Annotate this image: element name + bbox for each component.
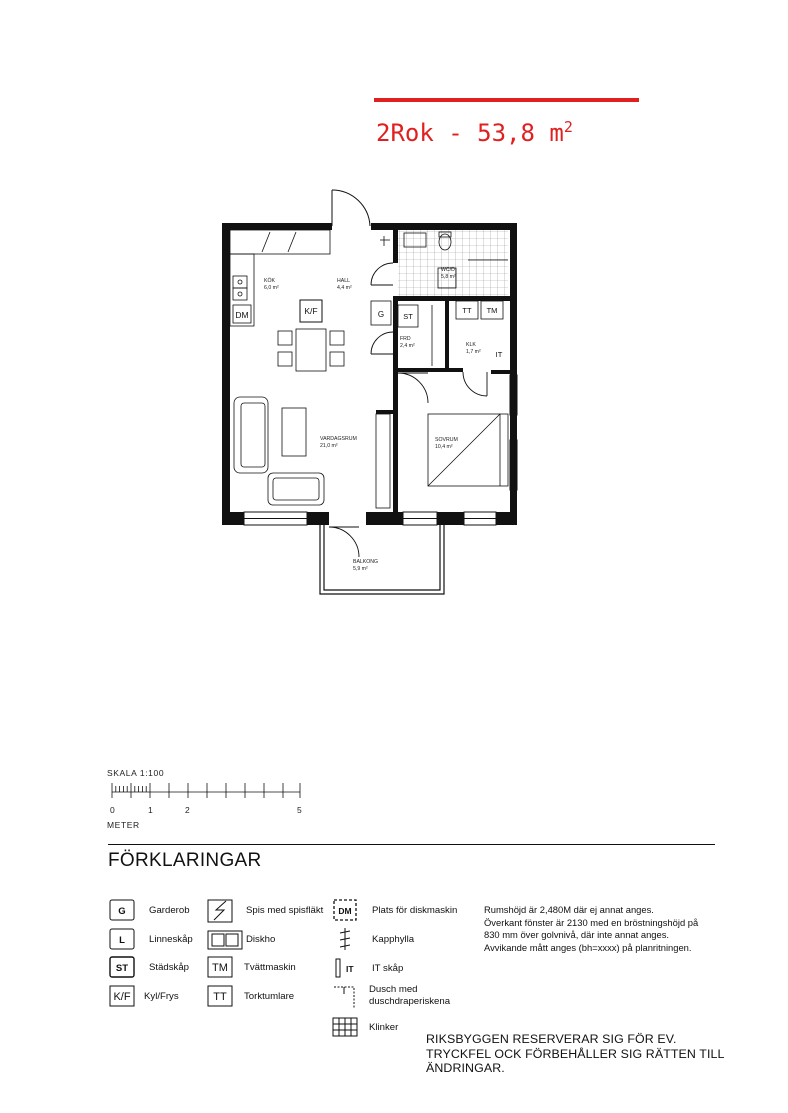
legend-kf-symbol: K/F bbox=[113, 991, 131, 1003]
room-klk-area: 1,7 m² bbox=[466, 349, 481, 355]
g-symbol: G bbox=[377, 310, 385, 319]
room-frd-area: 2,4 m² bbox=[400, 343, 415, 349]
room-balkong-name: BALKONG bbox=[353, 559, 379, 565]
scale-tick-1: 1 bbox=[148, 805, 154, 815]
legend-g-symbol: G bbox=[118, 906, 126, 917]
it-skap-icon bbox=[336, 959, 340, 977]
disko-icon bbox=[208, 931, 242, 949]
note-deviating: Avvikande mått anges (bh=xxxx) på planritningen. bbox=[484, 941, 692, 953]
legend-tt-symbol: TT bbox=[213, 991, 227, 1003]
it-symbol: IT bbox=[495, 350, 503, 359]
legend-title: FÖRKLARINGAR bbox=[108, 850, 262, 871]
room-hall-area: 4,4 m² bbox=[337, 285, 352, 291]
scale-label: SKALA 1:100 bbox=[107, 768, 165, 778]
dm-symbol: DM bbox=[235, 310, 249, 320]
room-vardagsrum-name: VARDAGSRUM bbox=[320, 436, 357, 442]
notes bbox=[484, 904, 714, 954]
disclaimer: RIKSBYGGEN RESERVERAR SIG FÖR EV. TRYCKFEL OCK FÖRBEHÅLLER SIG RÄTTEN TILL ÄNDRINGAR. bbox=[426, 1032, 725, 1076]
legend-kylfrys-text: Kyl/Frys bbox=[144, 991, 179, 1002]
room-wcd-name: WC/D bbox=[441, 267, 455, 273]
legend-diskmaskin-text: Plats för diskmaskin bbox=[372, 905, 458, 916]
legend-disko-text: Diskho bbox=[246, 934, 276, 945]
page-title: 2Rok - 53,8 $m^2$ bbox=[376, 118, 573, 147]
sofa-and-table bbox=[234, 397, 390, 508]
balcony-outline bbox=[320, 525, 444, 594]
scale-unit: METER bbox=[107, 820, 140, 830]
dining-table bbox=[278, 329, 344, 371]
dusch-icon bbox=[334, 987, 354, 1008]
spis-icon bbox=[208, 900, 232, 922]
legend-stadskap-text: Städskåp bbox=[149, 962, 190, 973]
legend-icons bbox=[100, 890, 380, 1050]
klinker-icon bbox=[333, 1018, 357, 1036]
room-wcd-area: 5,8 m² bbox=[441, 274, 456, 280]
utility-boxes bbox=[371, 301, 503, 366]
bed bbox=[428, 414, 508, 486]
room-kok-area: 6,0 m² bbox=[264, 285, 279, 291]
legend-l-symbol: L bbox=[119, 935, 125, 946]
room-sovrum-name: SOVRUM bbox=[435, 437, 458, 443]
scale-ruler bbox=[112, 783, 300, 798]
tt-symbol: TT bbox=[462, 306, 472, 315]
klinker-floor bbox=[398, 229, 508, 300]
legend-rule bbox=[108, 844, 715, 845]
legend-spis-text: Spis med spisfläkt bbox=[246, 905, 324, 916]
legend-kapphylla-text: Kapphylla bbox=[372, 934, 415, 945]
legend-it-symbol: IT bbox=[346, 964, 354, 974]
entrance-door bbox=[332, 190, 370, 226]
legend-tvattmaskin-text: Tvättmaskin bbox=[244, 962, 296, 973]
legend-torktumlare-text: Torktumlare bbox=[244, 991, 295, 1002]
legend-st-symbol: ST bbox=[115, 963, 129, 974]
legend-klinker-text: Klinker bbox=[369, 1022, 399, 1033]
note-ceiling-height: Rumshöjd är 2,480M där ej annat anges. bbox=[484, 904, 654, 915]
tm-symbol: TM bbox=[486, 306, 498, 315]
kapphylla-icon bbox=[340, 928, 350, 950]
legend-tm-symbol: TM bbox=[212, 962, 228, 974]
legend-itskap-text: IT skåp bbox=[372, 963, 404, 974]
room-balkong-area: 5,9 m² bbox=[353, 566, 368, 572]
room-frd-name: FRD bbox=[400, 336, 411, 342]
room-vardagsrum-area: 21,0 m² bbox=[320, 443, 338, 449]
note-window: Överkant fönster är 2130 med en bröstningshöjd på 830 mm över golvnivå, där inte annat anges. bbox=[484, 916, 699, 940]
scale-tick-0: 0 bbox=[110, 805, 116, 815]
room-klk-name: KLK bbox=[466, 342, 476, 348]
legend-linneskap-text: Linneskåp bbox=[149, 934, 193, 945]
room-sovrum-area: 10,4 m² bbox=[435, 444, 453, 450]
scale-bar bbox=[100, 760, 320, 835]
legend-dm-symbol: DM bbox=[338, 906, 352, 916]
legend-garderob-text: Garderob bbox=[149, 905, 190, 916]
scale-tick-5: 5 bbox=[297, 805, 303, 815]
windows bbox=[244, 375, 517, 525]
scale-tick-2: 2 bbox=[185, 805, 191, 815]
st-symbol: ST bbox=[403, 312, 413, 321]
legend-dusch-text: Dusch med duschdraperiskena bbox=[369, 984, 451, 1007]
room-kok-name: KÖK bbox=[264, 278, 275, 284]
room-hall-name: HALL bbox=[337, 278, 350, 284]
kf-symbol: K/F bbox=[304, 306, 318, 316]
